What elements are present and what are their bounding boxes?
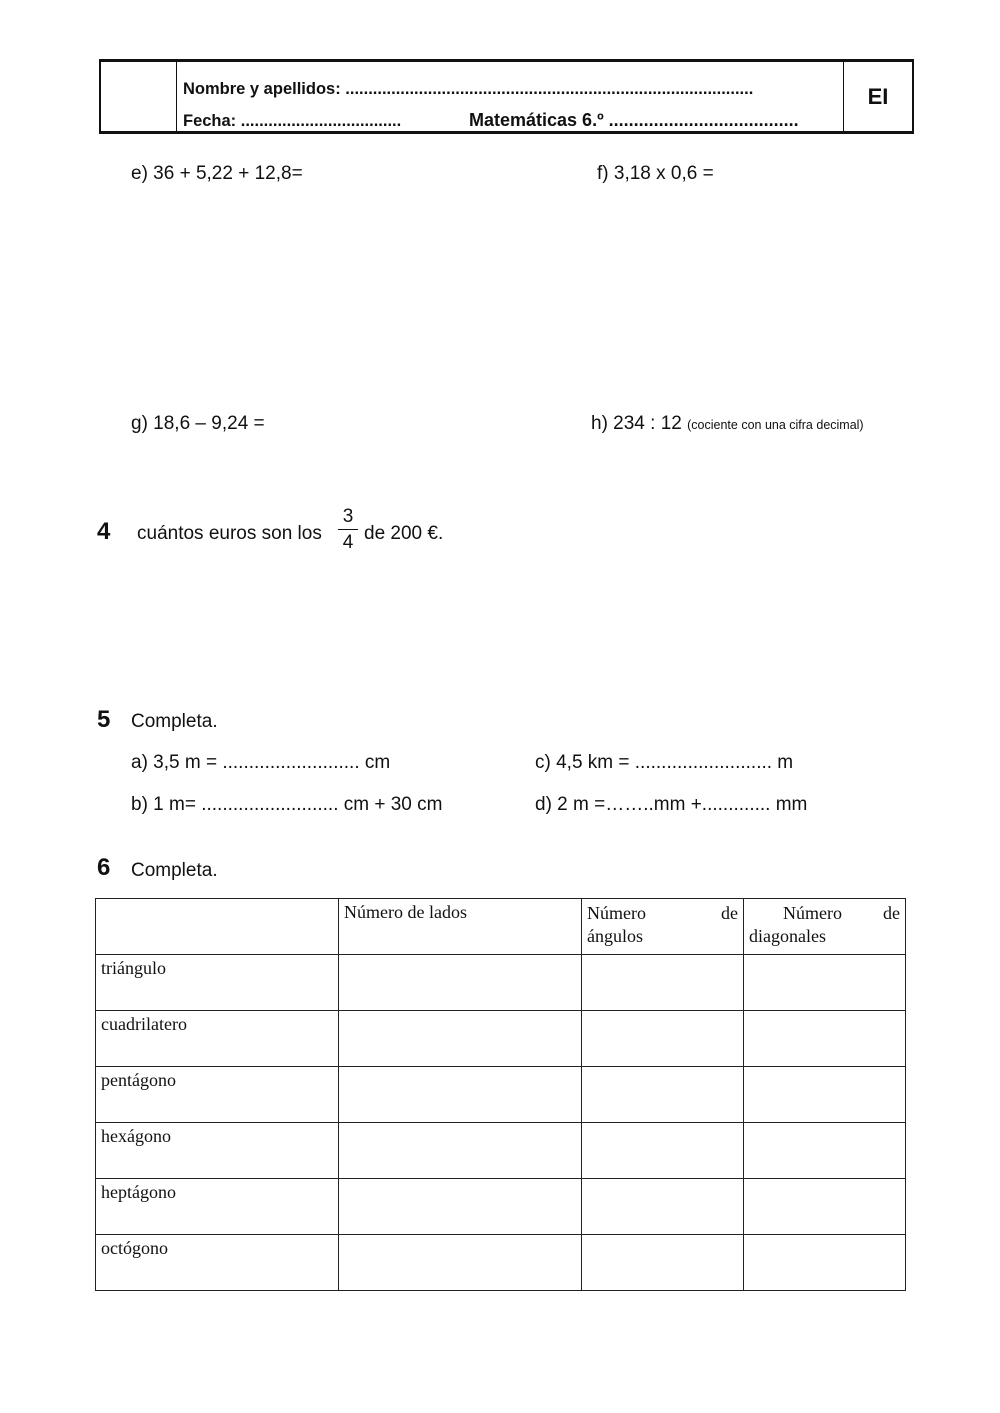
angles-answer-cell[interactable] <box>582 955 744 1011</box>
header-angles-line1: Número de <box>587 903 738 923</box>
operation-h <box>591 413 864 435</box>
operation-e: e) 36 + 5,22 + 12,8= <box>131 163 303 184</box>
sides-answer-cell[interactable] <box>339 1123 582 1179</box>
angles-answer-cell[interactable] <box>582 1067 744 1123</box>
header-number-of-sides-label: Número de lados <box>344 902 467 922</box>
polygon-name: pentágono <box>96 1067 339 1123</box>
sides-answer-cell[interactable] <box>339 955 582 1011</box>
question-5b[interactable]: b) 1 m= .......................... cm + 30 cm <box>131 794 443 815</box>
table-row <box>96 1235 906 1291</box>
operation-h-text: h) 234 : 12 <box>591 413 682 434</box>
date-field[interactable]: Fecha: ................................... <box>183 112 402 130</box>
polygon-name: octógono <box>96 1235 339 1291</box>
sides-answer-cell[interactable] <box>339 1179 582 1235</box>
question-5c[interactable]: c) 4,5 km = .......................... m <box>535 752 794 773</box>
sides-answer-cell[interactable] <box>339 1011 582 1067</box>
table-row <box>96 1179 906 1235</box>
angles-answer-cell[interactable] <box>582 1123 744 1179</box>
diagonals-answer-cell[interactable] <box>744 1011 906 1067</box>
question-6-number: 6 <box>97 854 111 881</box>
header-empty-cell <box>96 899 339 955</box>
table-row <box>96 1011 906 1067</box>
question-4-text-before: cuántos euros son los <box>137 523 322 544</box>
diagonals-answer-cell[interactable] <box>744 1067 906 1123</box>
question-6-title: Completa. <box>131 860 218 881</box>
polygon-name: hexágono <box>96 1123 339 1179</box>
table-header-row <box>96 899 906 955</box>
fraction-three-quarters <box>338 507 358 552</box>
table-row <box>96 955 906 1011</box>
operation-g: g) 18,6 – 9,24 = <box>131 413 265 434</box>
name-field[interactable]: Nombre y apellidos: ......................................................................................... <box>183 80 754 98</box>
polygon-name: heptágono <box>96 1179 339 1235</box>
header-angles-line2: ángulos <box>587 925 643 946</box>
operation-f: f) 3,18 x 0,6 = <box>597 163 714 184</box>
header-number-of-sides <box>339 899 582 955</box>
diagonals-answer-cell[interactable] <box>744 1235 906 1291</box>
question-5a[interactable]: a) 3,5 m = .......................... cm <box>131 752 391 773</box>
header-diagonals-line1: Número de <box>783 903 900 923</box>
header-number-of-diagonals <box>744 899 906 955</box>
polygon-name: triángulo <box>96 955 339 1011</box>
table-row <box>96 1123 906 1179</box>
header-diagonals-line2: diagonales <box>749 925 826 946</box>
polygon-table <box>95 898 906 1291</box>
sides-answer-cell[interactable] <box>339 1067 582 1123</box>
angles-answer-cell[interactable] <box>582 1179 744 1235</box>
angles-answer-cell[interactable] <box>582 1235 744 1291</box>
diagonals-answer-cell[interactable] <box>744 1123 906 1179</box>
question-4-text-after: de 200 €. <box>364 523 444 544</box>
diagonals-answer-cell[interactable] <box>744 955 906 1011</box>
question-5-number: 5 <box>97 706 111 733</box>
subject-field[interactable]: Matemáticas 6.º ...................................... <box>469 110 799 130</box>
angles-answer-cell[interactable] <box>582 1011 744 1067</box>
polygon-name: cuadrilatero <box>96 1011 339 1067</box>
worksheet-code: EI <box>843 62 912 131</box>
fraction-denominator: 4 <box>342 532 354 553</box>
sides-answer-cell[interactable] <box>339 1235 582 1291</box>
worksheet-header <box>99 59 914 134</box>
table-row <box>96 1067 906 1123</box>
fraction-numerator: 3 <box>342 506 354 527</box>
question-5d[interactable]: d) 2 m =……..mm +............. mm <box>535 794 808 815</box>
operation-h-note: (cociente con una cifra decimal) <box>687 418 864 432</box>
question-5-title: Completa. <box>131 711 218 732</box>
diagonals-answer-cell[interactable] <box>744 1179 906 1235</box>
question-4-number: 4 <box>97 518 111 545</box>
header-blank-cell <box>101 62 177 131</box>
header-number-of-angles <box>582 899 744 955</box>
